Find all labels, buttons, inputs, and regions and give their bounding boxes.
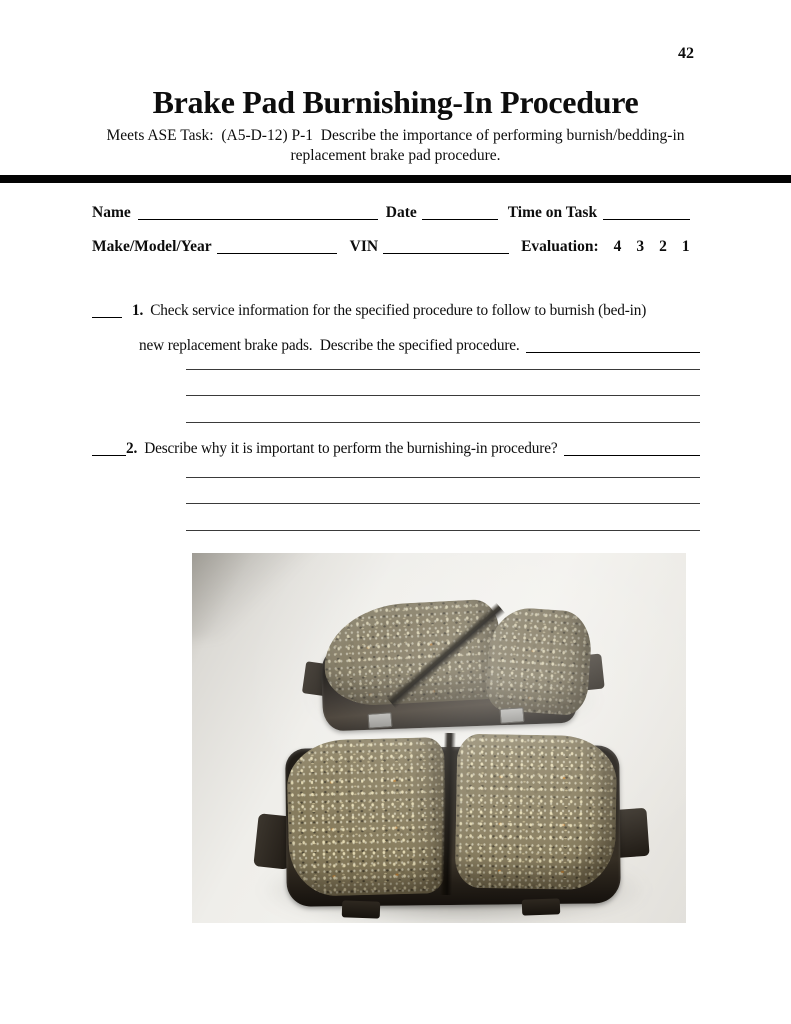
question-1-answer-line: [186, 395, 700, 396]
question-1-line-2: [92, 334, 700, 354]
question-2-inline-answer-blank: [564, 440, 700, 456]
question-2-answer-line: [186, 530, 700, 531]
question-1-checkoff-blank: [92, 302, 122, 318]
question-1-inline-answer-blank: [526, 337, 700, 353]
ase-task-line-1: Meets ASE Task: (A5-D-12) P-1 Describe the importance of performing burnish/bedding-in: [106, 127, 685, 144]
make-model-year-blank: [217, 238, 337, 254]
ase-task-subtitle: [0, 126, 791, 166]
question-2-checkoff-blank: [92, 440, 126, 456]
header-divider-bar: [0, 175, 791, 183]
question-2-answer-line: [186, 477, 700, 478]
question-1: [92, 299, 700, 429]
question-1-answer-line: [186, 369, 700, 370]
time-on-task-blank: [603, 204, 690, 220]
vin-label: VIN: [349, 238, 379, 255]
evaluation-score-1: 1: [681, 238, 690, 255]
student-info-row: [92, 201, 690, 222]
name-blank: [138, 204, 378, 220]
question-1-answer-line: [186, 422, 700, 423]
evaluation-score-2: 2: [659, 238, 667, 255]
question-1-text-line-1: Check service information for the specified procedure to follow to burnish (bed-in): [150, 302, 647, 319]
vin-blank: [383, 238, 509, 254]
question-2: [92, 437, 700, 537]
photo-sheen: [192, 553, 686, 923]
vehicle-info-row: [92, 235, 690, 256]
brake-pads-photo: [192, 553, 686, 923]
question-1-text-line-2: new replacement brake pads. Describe the specified procedure.: [139, 337, 520, 354]
page-title: Brake Pad Burnishing-In Procedure: [152, 84, 639, 120]
name-label: Name: [92, 204, 131, 221]
question-1-line-1: [92, 299, 700, 319]
evaluation-score-3: 3: [636, 238, 645, 255]
ase-task-line-2: replacement brake pad procedure.: [290, 147, 501, 164]
page-number: 42: [678, 45, 694, 62]
question-2-text: Describe why it is important to perform the burnishing-in procedure?: [144, 440, 558, 457]
date-blank: [422, 204, 498, 220]
make-model-year-label: Make/Model/Year: [92, 238, 212, 255]
evaluation-label: Evaluation:: [521, 238, 599, 255]
question-1-number: 1.: [132, 302, 144, 319]
question-2-line-1: [92, 437, 700, 457]
evaluation-score-4: 4: [613, 238, 622, 255]
date-label: Date: [385, 204, 417, 221]
time-on-task-label: Time on Task: [507, 204, 598, 221]
question-2-number: 2.: [126, 440, 138, 457]
question-2-answer-line: [186, 503, 700, 504]
